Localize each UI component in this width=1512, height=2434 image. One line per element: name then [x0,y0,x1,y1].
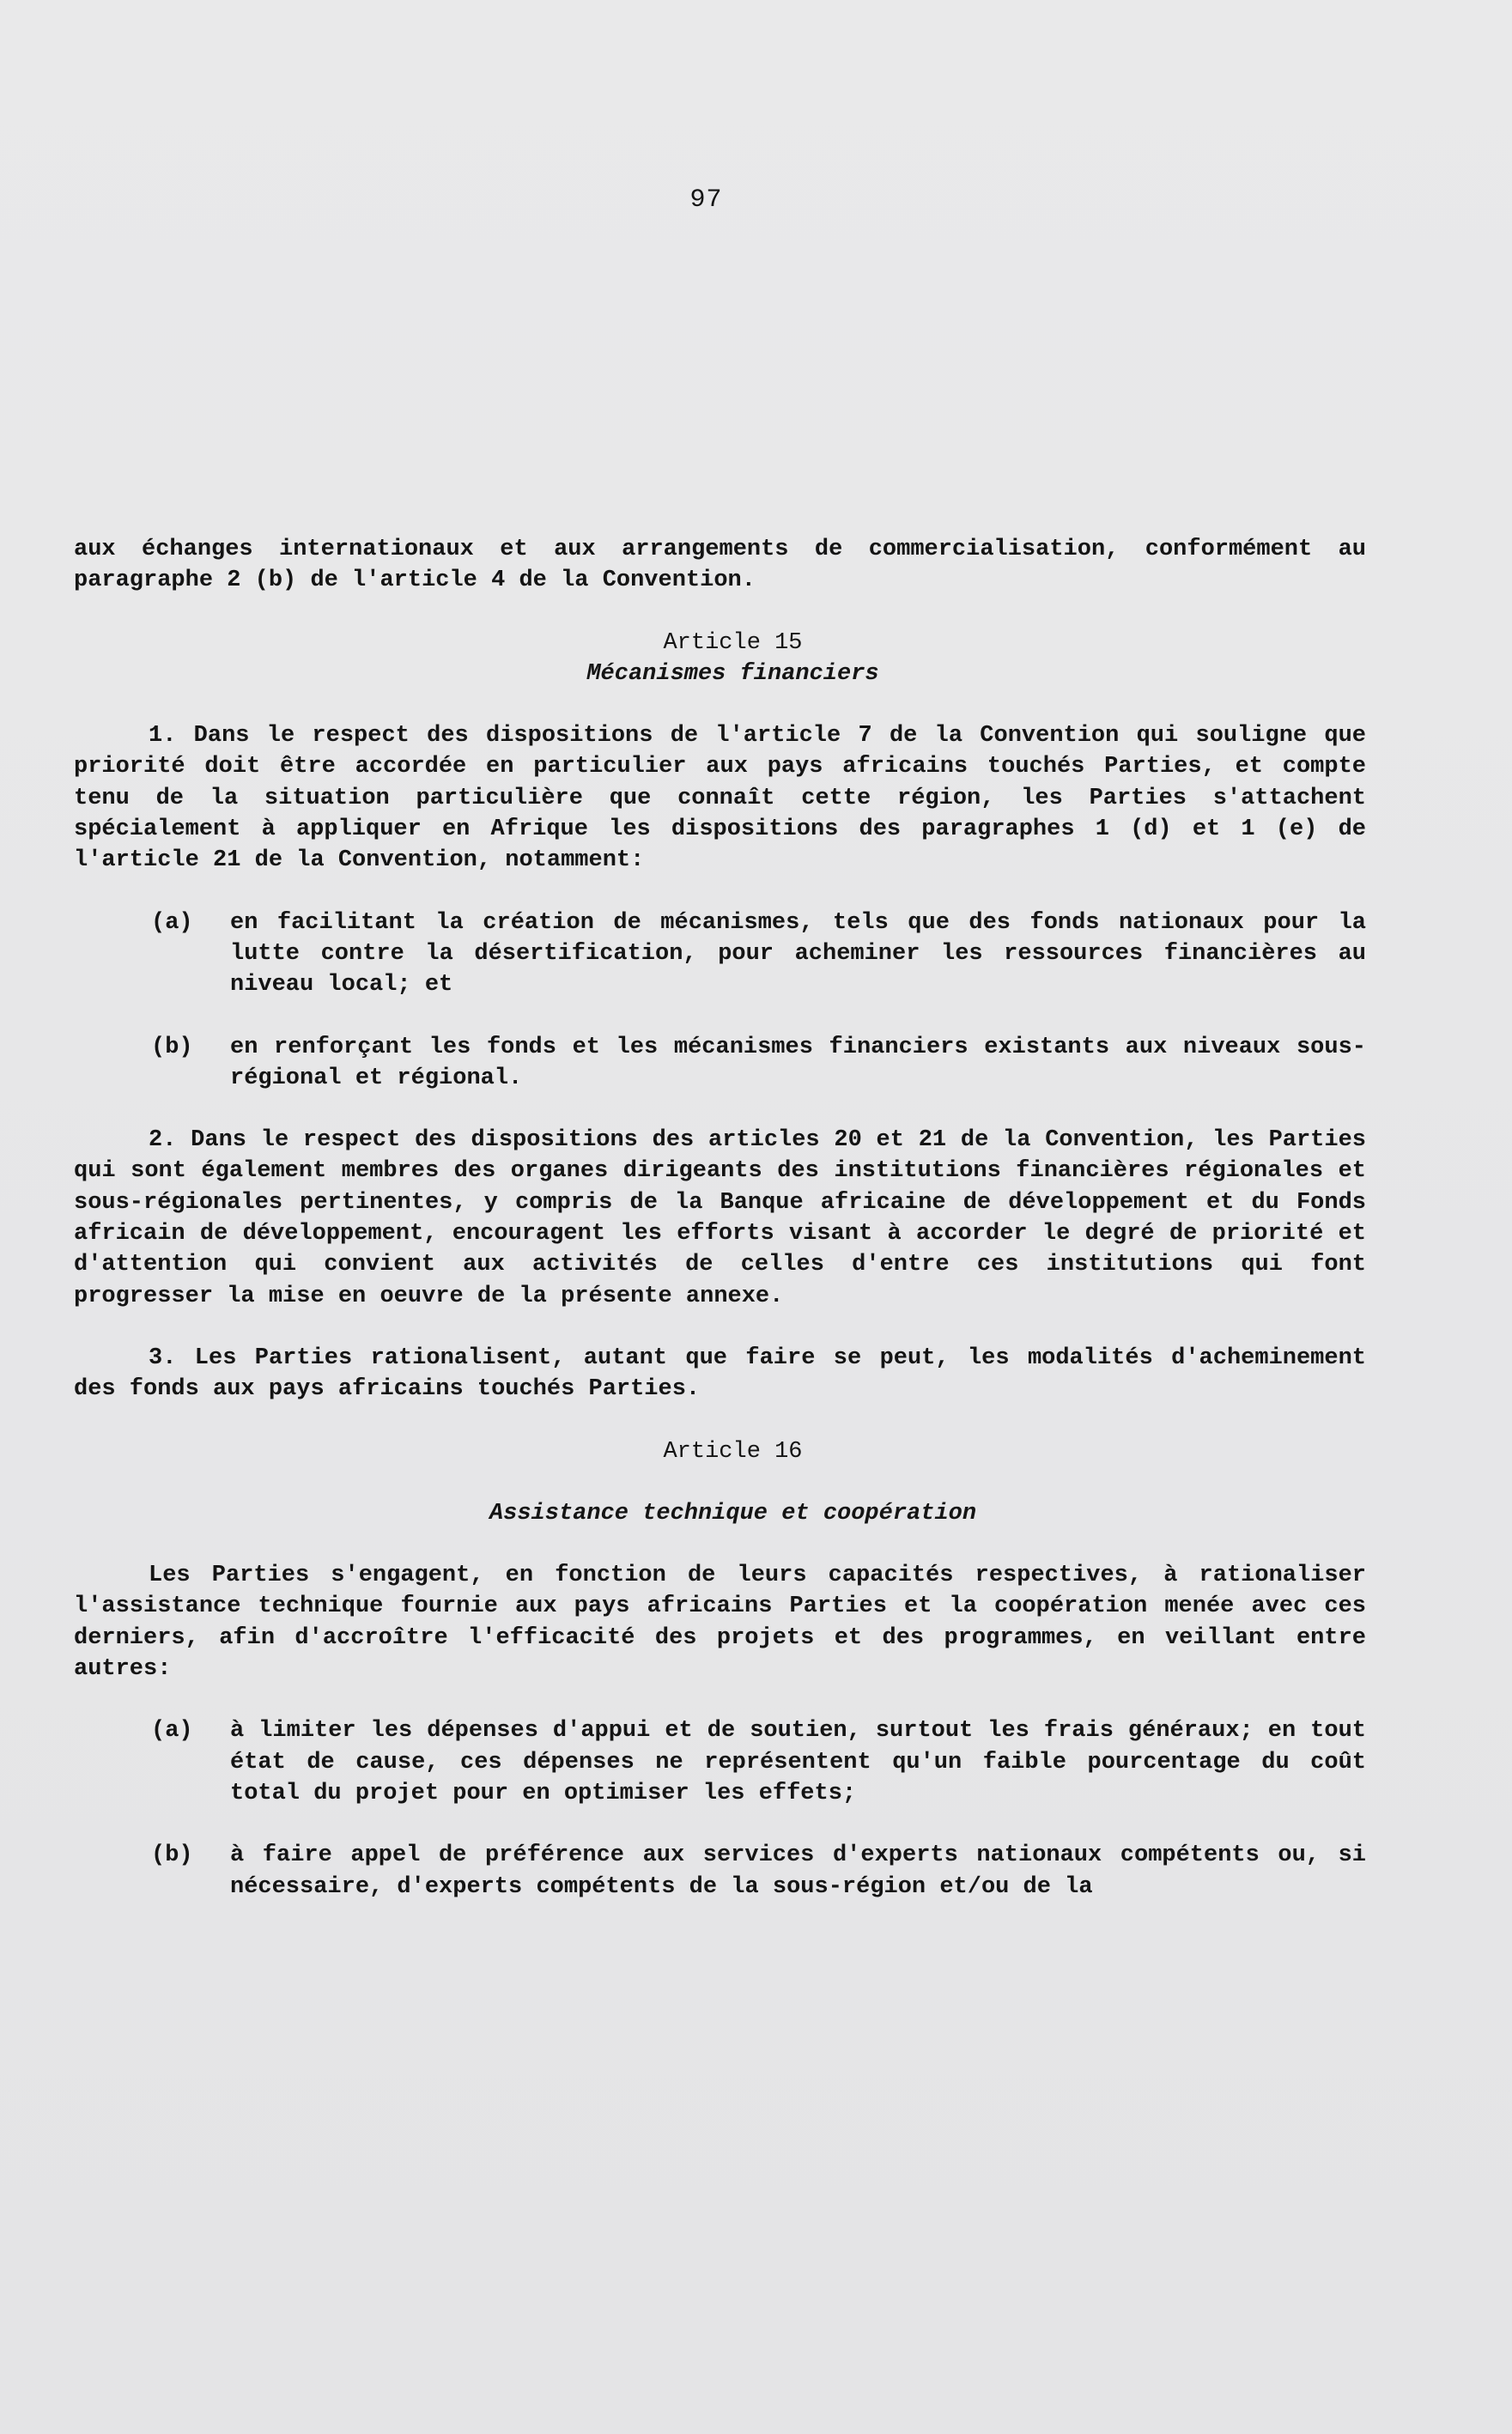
article-15-paragraph-3: 3. Les Parties rationalisent, autant que faire se peut, les modalités d'acheminement des fonds aux pays africains touchés Parties. [74,1344,1366,1403]
item-text: en renforçant les fonds et les mécanismes financiers existants aux niveaux sous-régional et régional. [230,1034,1366,1091]
article-15-title: Article 15 [663,629,803,656]
article-16-item-b [74,1840,1366,1903]
item-label: (a) [151,909,193,936]
article-16-intro: Les Parties s'engagent, en fonction de leurs capacités respectives, à rationaliser l'assistance technique fournie aux pays africains Parties et la coopération menée avec ces derniers, afin d'accroître l'efficacité des projets et des programmes, en veillant entre autres: [74,1563,1366,1683]
article-15-subtitle: Mécanismes financiers [586,660,879,687]
page-body [74,534,1366,1903]
article-16-item-a [74,1715,1366,1809]
article-16-subtitle: Assistance technique et coopération [489,1500,977,1527]
continuation-paragraph: aux échanges internationaux et aux arrangements de commercialisation, conformément au paragraphe 2 (b) de l'article 4 de la Convention. [74,537,1366,594]
item-label: (a) [151,1718,193,1745]
article-16-title: Article 16 [663,1438,803,1465]
item-text: à faire appel de préférence aux services d'experts nationaux compétents ou, si nécessaire, d'experts compétents de la sous-région et/ou de la [230,1842,1366,1900]
article-15-paragraph-1: 1. Dans le respect des dispositions de l'article 7 de la Convention qui souligne que priorité doit être accordée en particulier aux pays africains touchés Parties, et compte tenu de la situation particulière que connaît cette région, les Parties s'attachent spécialement à appliquer en Afrique les dispositions des paragraphes 1 (d) et 1 (e) de l'article 21 de la Convention, notamment: [74,723,1366,874]
article-15-paragraph-2: 2. Dans le respect des dispositions des articles 20 et 21 de la Convention, les Parties qui sont également membres des organes dirigeants des institutions financières régionales et sous-régionales pertinentes, y compris de la Banque africaine de développement et du Fonds africain de développement, encouragent les efforts visant à accorder le degré de priorité et d'attention qui convient aux activités de celles d'entre ces institutions qui font progresser la mise en oeuvre de la présente annexe. [74,1127,1366,1309]
article-15-item-a [74,907,1366,1001]
item-label: (b) [151,1034,193,1060]
item-text: en facilitant la création de mécanismes, tels que des fonds nationaux pour la lutte contre la désertification, pour acheminer les ressources financières au niveau local; et [230,909,1366,998]
item-label: (b) [151,1842,193,1869]
article-15-item-b [74,1032,1366,1095]
page-number: 97 [689,185,723,215]
item-text: à limiter les dépenses d'appui et de soutien, surtout les frais généraux; en tout état de cause, ces dépenses ne représentent qu'un faible pourcentage du coût total du projet pour en optimiser les effets; [230,1718,1366,1806]
